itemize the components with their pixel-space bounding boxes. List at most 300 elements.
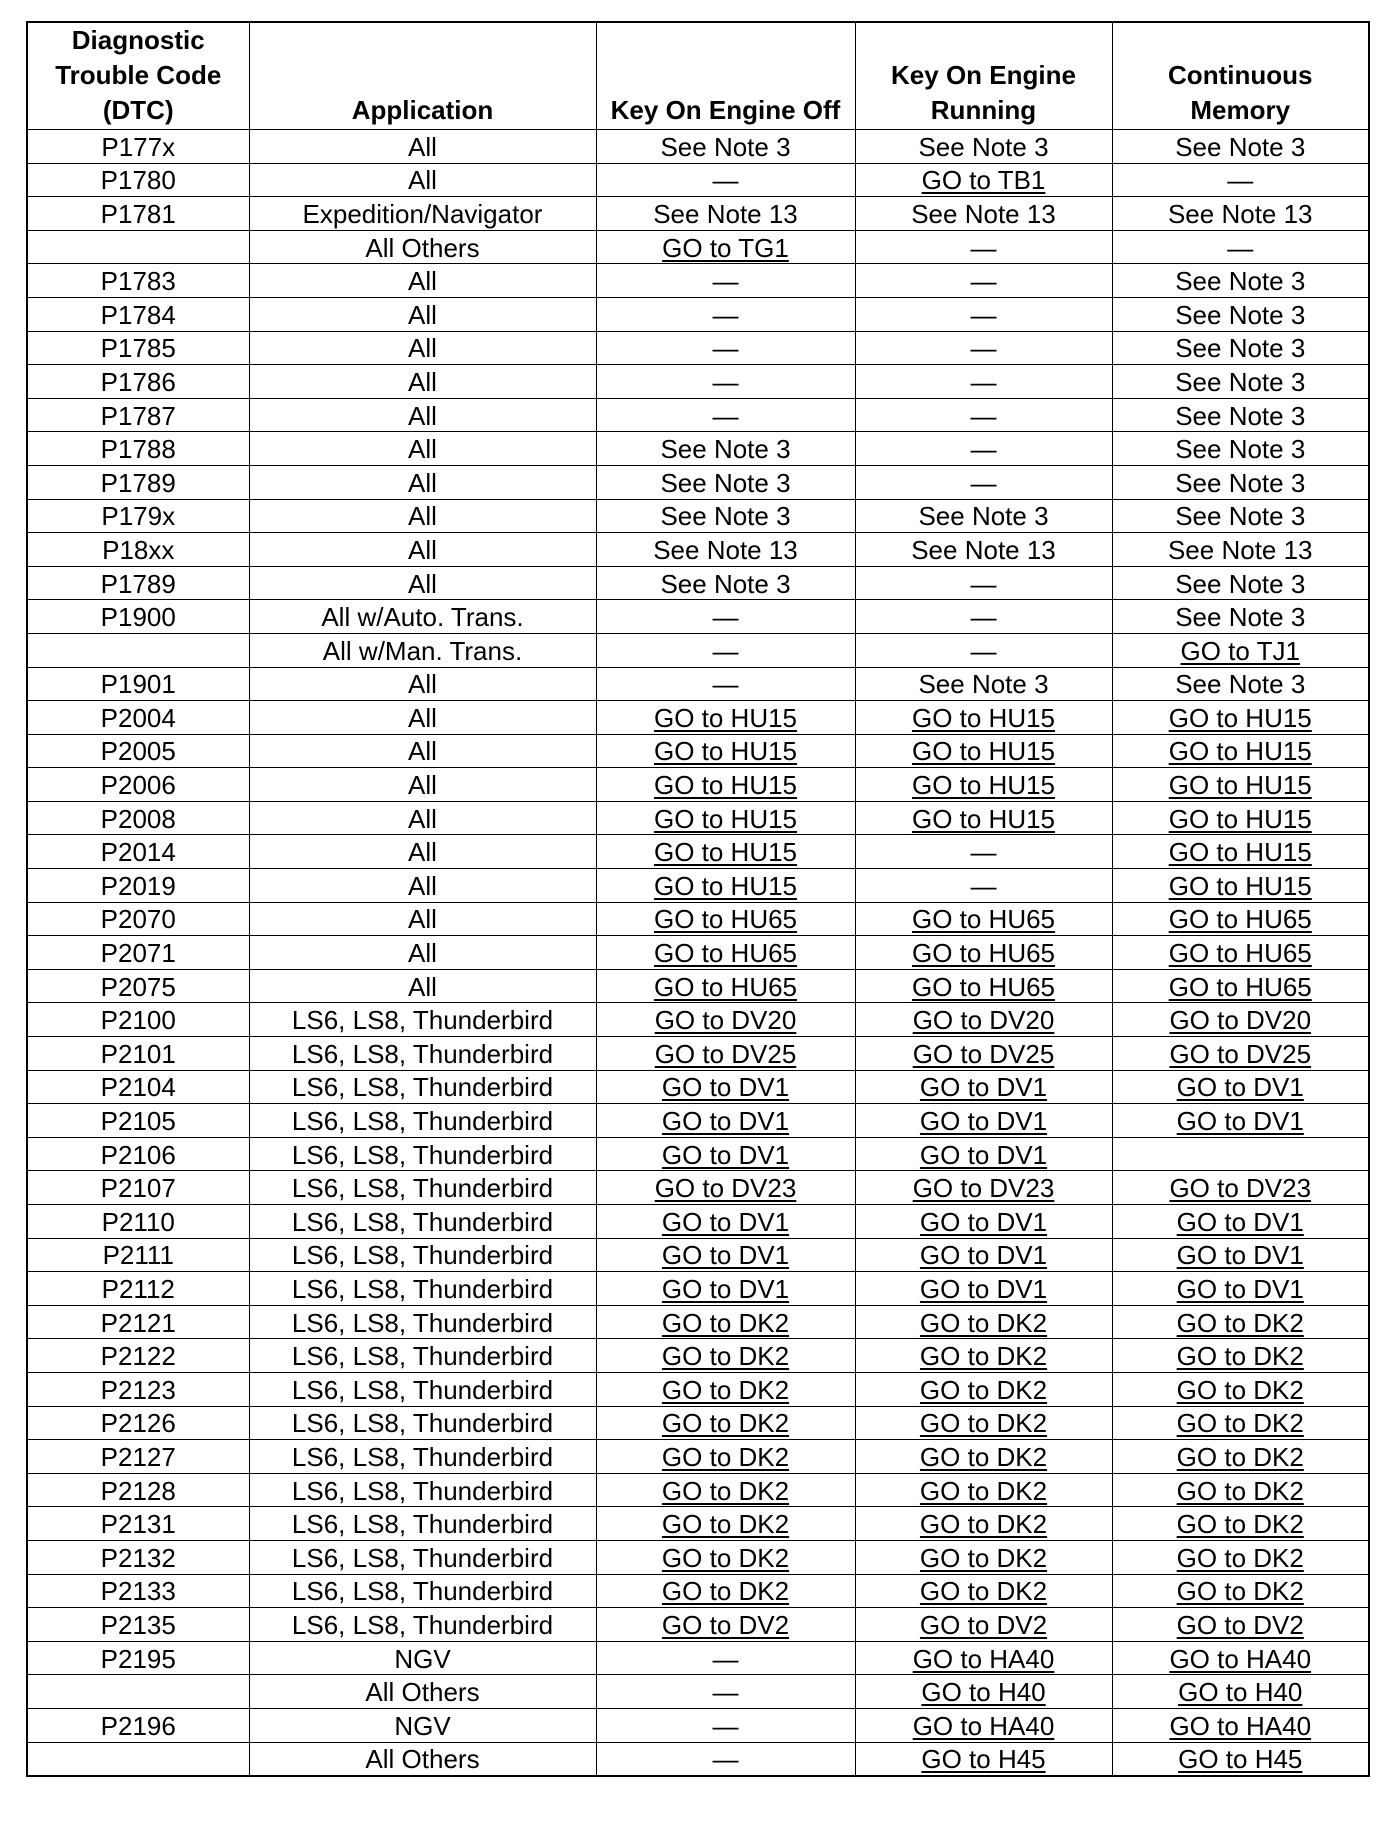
table-row <box>27 398 1369 432</box>
continuous-memory-cell <box>1112 768 1369 802</box>
dtc-code-cell <box>27 1070 249 1104</box>
cell-text: All <box>408 400 437 431</box>
table-row <box>27 1305 1369 1339</box>
table-row <box>27 869 1369 903</box>
table-row <box>27 1574 1369 1608</box>
go-to-link[interactable]: GO to H40 <box>1178 1677 1303 1708</box>
go-to-link[interactable]: GO to DK2 <box>919 1408 1048 1439</box>
go-to-link[interactable]: GO to DK2 <box>919 1576 1048 1607</box>
go-to-link[interactable]: GO to TG1 <box>662 232 789 263</box>
cell-text: P2107 <box>100 1173 176 1204</box>
cell-text: — <box>970 366 997 397</box>
cell-text: P1788 <box>100 434 176 465</box>
cell-text: See Note 3 <box>918 669 1049 700</box>
go-to-link[interactable]: GO to TJ1 <box>1180 635 1300 666</box>
cell-text: All <box>408 870 437 901</box>
application-cell <box>249 331 596 365</box>
dtc-code-cell <box>27 1037 249 1071</box>
header-application <box>249 22 596 130</box>
cell-text: P2123 <box>100 1374 176 1405</box>
go-to-link[interactable]: GO to HU15 <box>653 770 798 801</box>
koer-cell <box>855 365 1112 399</box>
koer-cell <box>855 465 1112 499</box>
koer-cell <box>855 398 1112 432</box>
go-to-link[interactable]: GO to DV20 <box>912 1005 1055 1036</box>
header-koer <box>855 22 1112 130</box>
header-continuous-memory <box>1112 22 1369 130</box>
continuous-memory-cell <box>1112 1037 1369 1071</box>
go-to-link[interactable]: GO to DK2 <box>919 1307 1048 1338</box>
go-to-link[interactable]: GO to HU65 <box>653 938 798 969</box>
cell-text: P2014 <box>100 837 176 868</box>
table-row <box>27 734 1369 768</box>
go-to-link[interactable]: GO to DK2 <box>1176 1542 1304 1573</box>
go-to-link[interactable]: GO to H45 <box>1178 1744 1303 1775</box>
go-to-link[interactable]: GO to HU15 <box>653 837 798 868</box>
koeo-cell <box>596 969 855 1003</box>
go-to-link[interactable]: GO to DV1 <box>1176 1072 1304 1103</box>
table-row <box>27 1137 1369 1171</box>
koer-cell <box>855 1238 1112 1272</box>
continuous-memory-cell <box>1112 1406 1369 1440</box>
table-row <box>27 365 1369 399</box>
application-cell <box>249 1339 596 1373</box>
go-to-link[interactable]: GO to DK2 <box>1176 1441 1304 1472</box>
table-row <box>27 1372 1369 1406</box>
dtc-code-cell <box>27 701 249 735</box>
go-to-link[interactable]: GO to DK2 <box>661 1542 790 1573</box>
koeo-cell <box>596 667 855 701</box>
application-cell <box>249 1507 596 1541</box>
cell-text: See Note 3 <box>660 568 791 599</box>
go-to-link[interactable]: GO to DV1 <box>661 1206 790 1237</box>
table-row <box>27 566 1369 600</box>
application-cell <box>249 1574 596 1608</box>
koer-cell <box>855 1104 1112 1138</box>
dtc-code-cell <box>27 600 249 634</box>
koer-cell <box>855 1305 1112 1339</box>
cell-text: P2121 <box>100 1307 176 1338</box>
koeo-cell <box>596 1406 855 1440</box>
go-to-link[interactable]: GO to DK2 <box>919 1374 1048 1405</box>
header-application-label: Application <box>351 95 494 125</box>
dtc-code-cell <box>27 1675 249 1709</box>
go-to-link[interactable]: GO to HU65 <box>1168 938 1312 969</box>
cell-text: — <box>970 299 997 330</box>
koer-cell <box>855 1137 1112 1171</box>
cell-text: All Others <box>365 1744 480 1775</box>
continuous-memory-cell <box>1112 600 1369 634</box>
cell-text: P18xx <box>102 534 175 565</box>
koer-cell <box>855 1473 1112 1507</box>
go-to-link[interactable]: GO to HU65 <box>653 971 798 1002</box>
go-to-link[interactable]: GO to DK2 <box>661 1307 790 1338</box>
koeo-cell <box>596 331 855 365</box>
application-cell <box>249 197 596 231</box>
cell-text: See Note 3 <box>1175 400 1306 431</box>
table-row <box>27 163 1369 197</box>
go-to-link[interactable]: GO to DK2 <box>919 1542 1048 1573</box>
cell-text: — <box>712 635 739 666</box>
go-to-link[interactable]: GO to DV23 <box>1169 1173 1312 1204</box>
cell-text: — <box>970 568 997 599</box>
cell-text: See Note 3 <box>1175 434 1306 465</box>
cell-text: — <box>712 1677 739 1708</box>
application-cell <box>249 1272 596 1306</box>
koer-cell <box>855 1574 1112 1608</box>
table-row <box>27 1238 1369 1272</box>
go-to-link[interactable]: GO to DK2 <box>1176 1374 1304 1405</box>
go-to-link[interactable]: GO to DV23 <box>912 1173 1055 1204</box>
go-to-link[interactable]: GO to DK2 <box>919 1509 1048 1540</box>
header-dtc-line-2: Trouble Code <box>55 60 222 90</box>
cell-text: P2005 <box>100 736 176 767</box>
go-to-link[interactable]: GO to H45 <box>921 1744 1046 1775</box>
go-to-link[interactable]: GO to HU15 <box>1168 870 1312 901</box>
go-to-link[interactable]: GO to HU65 <box>1168 904 1312 935</box>
go-to-link[interactable]: GO to HA40 <box>912 1710 1055 1741</box>
go-to-link[interactable]: GO to HU65 <box>911 938 1056 969</box>
cell-text: Expedition/Navigator <box>302 198 543 229</box>
table-row <box>27 230 1369 264</box>
cell-text: See Note 13 <box>653 534 798 565</box>
go-to-link[interactable]: GO to HU65 <box>911 904 1056 935</box>
cell-text: See Note 13 <box>911 198 1056 229</box>
table-row <box>27 969 1369 1003</box>
continuous-memory-cell <box>1112 633 1369 667</box>
go-to-link[interactable]: GO to DV25 <box>912 1038 1055 1069</box>
application-cell <box>249 465 596 499</box>
cell-text: P2006 <box>100 770 176 801</box>
table-row <box>27 499 1369 533</box>
table-row <box>27 936 1369 970</box>
cell-text: LS6, LS8, Thunderbird <box>291 1005 554 1036</box>
go-to-link[interactable]: GO to DV25 <box>654 1038 797 1069</box>
dtc-code-cell <box>27 1339 249 1373</box>
cell-text: All <box>408 131 437 162</box>
table-row <box>27 1171 1369 1205</box>
go-to-link[interactable]: GO to HU15 <box>1168 837 1312 868</box>
cell-text: — <box>970 635 997 666</box>
go-to-link[interactable]: GO to HU15 <box>653 736 798 767</box>
koeo-cell <box>596 1675 855 1709</box>
koer-cell <box>855 600 1112 634</box>
go-to-link[interactable]: GO to DV1 <box>661 1072 790 1103</box>
go-to-link[interactable]: GO to HU15 <box>653 702 798 733</box>
dtc-code-cell <box>27 902 249 936</box>
cell-text: All <box>408 702 437 733</box>
dtc-code-cell <box>27 869 249 903</box>
cell-text: All Others <box>365 1677 480 1708</box>
table-row <box>27 600 1369 634</box>
koer-cell <box>855 1675 1112 1709</box>
go-to-link[interactable]: GO to DV1 <box>919 1240 1048 1271</box>
koer-cell <box>855 1003 1112 1037</box>
koer-cell <box>855 432 1112 466</box>
go-to-link[interactable]: GO to DV1 <box>919 1273 1048 1304</box>
dtc-code-cell <box>27 1540 249 1574</box>
go-to-link[interactable]: GO to DK2 <box>919 1441 1048 1472</box>
dtc-code-cell <box>27 566 249 600</box>
cell-text: P2122 <box>100 1341 176 1372</box>
table-row <box>27 1608 1369 1642</box>
go-to-link[interactable]: GO to DK2 <box>1176 1408 1304 1439</box>
go-to-link[interactable]: GO to HU65 <box>911 971 1056 1002</box>
koer-cell <box>855 768 1112 802</box>
cell-text: LS6, LS8, Thunderbird <box>291 1475 554 1506</box>
table-row <box>27 1070 1369 1104</box>
go-to-link[interactable]: GO to DV1 <box>919 1072 1048 1103</box>
cell-text: All <box>408 165 437 196</box>
cell-text: See Note 3 <box>1175 602 1306 633</box>
go-to-link[interactable]: GO to DV2 <box>919 1609 1048 1640</box>
go-to-link[interactable]: GO to HU15 <box>911 702 1056 733</box>
cell-text: NGV <box>394 1643 451 1674</box>
cell-text: LS6, LS8, Thunderbird <box>291 1576 554 1607</box>
go-to-link[interactable]: GO to DV20 <box>1169 1005 1312 1036</box>
cell-text: — <box>970 232 997 263</box>
go-to-link[interactable]: GO to HU15 <box>911 736 1056 767</box>
continuous-memory-cell <box>1112 835 1369 869</box>
continuous-memory-cell <box>1112 1070 1369 1104</box>
go-to-link[interactable]: GO to DV2 <box>1176 1609 1304 1640</box>
go-to-link[interactable]: GO to DV1 <box>661 1240 790 1271</box>
application-cell <box>249 1608 596 1642</box>
go-to-link[interactable]: GO to DV1 <box>1176 1273 1304 1304</box>
go-to-link[interactable]: GO to DV1 <box>919 1139 1048 1170</box>
cell-text: All <box>408 299 437 330</box>
go-to-link[interactable]: GO to DV1 <box>1176 1240 1304 1271</box>
go-to-link[interactable]: GO to DV1 <box>661 1139 790 1170</box>
go-to-link[interactable]: GO to HA40 <box>912 1643 1055 1674</box>
dtc-code-cell <box>27 835 249 869</box>
koer-cell <box>855 163 1112 197</box>
go-to-link[interactable]: GO to HA40 <box>1169 1710 1312 1741</box>
go-to-link[interactable]: GO to DK2 <box>661 1408 790 1439</box>
dtc-code-cell <box>27 1574 249 1608</box>
continuous-memory-cell <box>1112 969 1369 1003</box>
go-to-link[interactable]: GO to DV20 <box>654 1005 797 1036</box>
table-row <box>27 465 1369 499</box>
go-to-link[interactable]: GO to DK2 <box>1176 1341 1304 1372</box>
cell-text: — <box>712 299 739 330</box>
koer-cell <box>855 1742 1112 1776</box>
go-to-link[interactable]: GO to DK2 <box>661 1475 790 1506</box>
cell-text: P1789 <box>100 568 176 599</box>
cell-text: P2105 <box>100 1106 176 1137</box>
go-to-link[interactable]: GO to HU15 <box>1168 736 1312 767</box>
dtc-code-cell <box>27 163 249 197</box>
koer-cell <box>855 1641 1112 1675</box>
cell-text: — <box>1227 165 1254 196</box>
go-to-link[interactable]: GO to DV1 <box>1176 1206 1304 1237</box>
continuous-memory-cell <box>1112 1104 1369 1138</box>
continuous-memory-cell <box>1112 1608 1369 1642</box>
koeo-cell <box>596 566 855 600</box>
go-to-link[interactable]: GO to HU65 <box>653 904 798 935</box>
go-to-link[interactable]: GO to HU15 <box>653 803 798 834</box>
dtc-code-cell <box>27 499 249 533</box>
go-to-link[interactable]: GO to DK2 <box>661 1341 790 1372</box>
cell-text: All <box>408 904 437 935</box>
continuous-memory-cell <box>1112 465 1369 499</box>
koer-cell <box>855 1171 1112 1205</box>
dtc-code-cell <box>27 936 249 970</box>
application-cell <box>249 365 596 399</box>
application-cell <box>249 432 596 466</box>
go-to-link[interactable]: GO to DV1 <box>919 1106 1048 1137</box>
koer-cell <box>855 533 1112 567</box>
table-row <box>27 1104 1369 1138</box>
koeo-cell <box>596 936 855 970</box>
table-row <box>27 633 1369 667</box>
application-cell <box>249 398 596 432</box>
continuous-memory-cell <box>1112 1540 1369 1574</box>
koeo-cell <box>596 768 855 802</box>
go-to-link[interactable]: GO to DV23 <box>654 1173 797 1204</box>
dtc-code-cell <box>27 1305 249 1339</box>
cell-text: P1781 <box>100 198 176 229</box>
koeo-cell <box>596 902 855 936</box>
go-to-link[interactable]: GO to HU65 <box>1168 971 1312 1002</box>
cell-text: P1787 <box>100 400 176 431</box>
go-to-link[interactable]: GO to DK2 <box>1176 1475 1304 1506</box>
koeo-cell <box>596 1608 855 1642</box>
go-to-link[interactable]: GO to TB1 <box>921 165 1046 196</box>
cell-text: See Note 3 <box>1175 131 1306 162</box>
koer-cell <box>855 936 1112 970</box>
cell-text: All <box>408 366 437 397</box>
cell-text: See Note 3 <box>1175 299 1306 330</box>
continuous-memory-cell <box>1112 1507 1369 1541</box>
continuous-memory-cell <box>1112 936 1369 970</box>
koer-cell <box>855 499 1112 533</box>
continuous-memory-cell <box>1112 398 1369 432</box>
go-to-link[interactable]: GO to DK2 <box>661 1374 790 1405</box>
continuous-memory-cell <box>1112 297 1369 331</box>
cell-text: — <box>712 1744 739 1775</box>
koer-cell <box>855 1540 1112 1574</box>
cell-text: See Note 3 <box>1175 568 1306 599</box>
dtc-code-cell <box>27 1137 249 1171</box>
cell-text: P2008 <box>100 803 176 834</box>
table-row <box>27 1708 1369 1742</box>
go-to-link[interactable]: GO to H40 <box>921 1677 1046 1708</box>
koer-cell <box>855 701 1112 735</box>
go-to-link[interactable]: GO to HA40 <box>1169 1643 1312 1674</box>
go-to-link[interactable]: GO to DV25 <box>1169 1038 1312 1069</box>
go-to-link[interactable]: GO to HU15 <box>911 770 1056 801</box>
continuous-memory-cell <box>1112 1339 1369 1373</box>
koeo-cell <box>596 1742 855 1776</box>
dtc-code-cell <box>27 801 249 835</box>
go-to-link[interactable]: GO to DK2 <box>919 1341 1048 1372</box>
cell-text: — <box>712 400 739 431</box>
go-to-link[interactable]: GO to HU15 <box>1168 702 1312 733</box>
application-cell <box>249 163 596 197</box>
continuous-memory-cell <box>1112 230 1369 264</box>
go-to-link[interactable]: GO to DV1 <box>1176 1106 1304 1137</box>
go-to-link[interactable]: GO to HU15 <box>1168 770 1312 801</box>
koeo-cell <box>596 1305 855 1339</box>
application-cell <box>249 869 596 903</box>
cell-text: P179x <box>101 501 176 532</box>
application-cell <box>249 499 596 533</box>
continuous-memory-cell <box>1112 1742 1369 1776</box>
continuous-memory-cell <box>1112 264 1369 298</box>
table-row <box>27 264 1369 298</box>
cell-text: P2111 <box>102 1240 174 1271</box>
go-to-link[interactable]: GO to DV1 <box>661 1273 790 1304</box>
go-to-link[interactable]: GO to DK2 <box>1176 1509 1304 1540</box>
go-to-link[interactable]: GO to HU15 <box>1168 803 1312 834</box>
go-to-link[interactable]: GO to DK2 <box>661 1509 790 1540</box>
go-to-link[interactable]: GO to HU15 <box>653 870 798 901</box>
continuous-memory-cell <box>1112 130 1369 164</box>
go-to-link[interactable]: GO to HU15 <box>911 803 1056 834</box>
go-to-link[interactable]: GO to DK2 <box>661 1576 790 1607</box>
koeo-cell <box>596 1372 855 1406</box>
koer-cell <box>855 230 1112 264</box>
cell-text: — <box>970 837 997 868</box>
continuous-memory-cell <box>1112 163 1369 197</box>
table-row <box>27 1540 1369 1574</box>
table-row <box>27 1339 1369 1373</box>
go-to-link[interactable]: GO to DK2 <box>661 1441 790 1472</box>
continuous-memory-cell <box>1112 566 1369 600</box>
header-koer-line-2: Running <box>930 95 1037 125</box>
dtc-code-cell <box>27 1205 249 1239</box>
dtc-code-cell <box>27 365 249 399</box>
table-row <box>27 902 1369 936</box>
koer-cell <box>855 1406 1112 1440</box>
go-to-link[interactable]: GO to DK2 <box>1176 1576 1304 1607</box>
dtc-code-cell <box>27 1104 249 1138</box>
go-to-link[interactable]: GO to DV1 <box>661 1106 790 1137</box>
go-to-link[interactable]: GO to DV1 <box>919 1206 1048 1237</box>
cell-text: All <box>408 568 437 599</box>
cell-text: P1901 <box>100 669 176 700</box>
dtc-code-cell <box>27 1372 249 1406</box>
cell-text: All <box>408 770 437 801</box>
koeo-cell <box>596 197 855 231</box>
dtc-code-cell <box>27 398 249 432</box>
application-cell <box>249 566 596 600</box>
application-cell <box>249 1540 596 1574</box>
cell-text: All <box>408 971 437 1002</box>
cell-text: — <box>970 602 997 633</box>
cell-text: — <box>970 266 997 297</box>
cell-text: P1789 <box>100 467 176 498</box>
cell-text: — <box>970 870 997 901</box>
application-cell <box>249 1641 596 1675</box>
dtc-code-cell <box>27 264 249 298</box>
application-cell <box>249 701 596 735</box>
koeo-cell <box>596 801 855 835</box>
cell-text: P2075 <box>100 971 176 1002</box>
go-to-link[interactable]: GO to DK2 <box>1176 1307 1304 1338</box>
cell-text: P2132 <box>100 1542 176 1573</box>
koer-cell <box>855 1608 1112 1642</box>
continuous-memory-cell <box>1112 902 1369 936</box>
continuous-memory-cell <box>1112 1205 1369 1239</box>
continuous-memory-cell <box>1112 1574 1369 1608</box>
continuous-memory-cell <box>1112 1137 1369 1171</box>
go-to-link[interactable]: GO to DK2 <box>919 1475 1048 1506</box>
go-to-link[interactable]: GO to DV2 <box>661 1609 790 1640</box>
cell-text: P1785 <box>100 333 176 364</box>
dtc-code-cell <box>27 432 249 466</box>
